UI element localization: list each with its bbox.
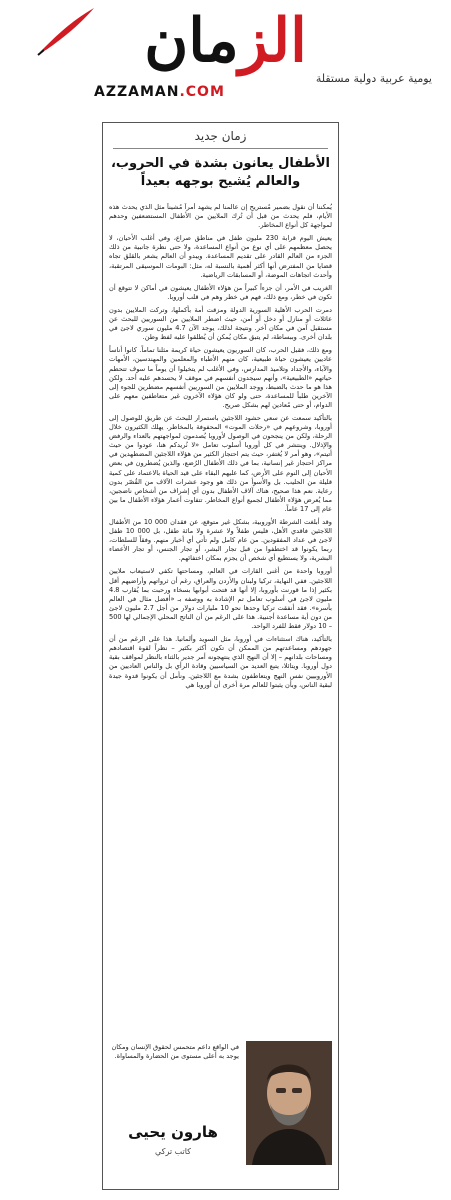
logo-tagline: يومية عربية دولية مستقلة: [315, 72, 432, 85]
article-paragraph: يعيش اليوم قرابة 230 مليون طفل في مناطق صراع، وفي أغلب الأحيان، لا يحصل معظمهم على أي نوع من أنواع المساعدة، ولا حتى نظرة جانبية من ذلك الجزء من العالم القادر على تقديم المساعدة. ويبدو أن العالم يشعر بالقلق تجاه قضايا من المفترض أنها أكثر أهمية بالنسبة له، مثل: البومات الموسيقى المرتقبة، وأحدث اتجاهات الموضة، أو المسابقات الرياضية.: [109, 234, 332, 279]
article-paragraph: دمرت الحرب الأهلية السورية الدولة ومزقت أمة بأكملها، وتركت الملايين بدون عائلات أو منازل أو دخل أو أمن، حيث اضطر الملايين من السوريين للبحث عن مستقبل آمن في مكان آخر. ونتيجة لذلك، يوجد الآن 4.7 مليون سوري لاجئ في بلدان أخرى. وببساطة، لم يتبق مكان يُمكن أن يُطلقوا عليه لفظ وطن.: [109, 305, 332, 342]
article-paragraph: بالتأكيد، هناك استثناءات في أوروبا، مثل السويد وألمانيا. هذا على الرغم من أن جهودهم ومساعدتهم من الممكن أن تكون أكثر بكثير – نظراً لقوة اقتصادهم ومساحات بلدانهم – إلا أن النهج الذي ينتهجونه أمر جدير بالثناء بالنظر لمواقف بقية دول أوروبا. ويتائلا، يتبع العديد من السياسيين وقادة الرأي بل والناس العاديين من الأوروبيين نفس النهج ويتعاطفون بشدة مع اللاجئين. ونأمل أن يكونوا قدوة جيدة لبقية الناس، وبأن يثبتوا للعالم مرة أخرى أن أوروبا هي: [109, 635, 332, 689]
author-photo: [246, 1041, 332, 1165]
article-body: [109, 203, 332, 1039]
section-divider: [113, 148, 328, 149]
article-paragraph: وقد أبلغت الشرطة الأوروبية، بشكل غير متوقع، عن فقدان 000 10 من الأطفال اللاجئين فاقدي الأهل، فليس طفلاً ولا عشرة ولا مائة طفل، بل 000 10 طفل لاجئ في عداد المفقودين. من عام كامل ولم تأتي أي أخبار منهم. وفقاً للسلطات، ربما يكونوا قد اختطفوا من قبل تجار البشر، أو تجار الجنس، أو تجار الأعضاء البشرية، ولا يستطيع أي شخص أن يجزم بمكان اختفائهم.: [109, 518, 332, 563]
logo-latin[interactable]: [94, 84, 225, 100]
logo-part-black: مان: [144, 6, 239, 76]
article-paragraph: ومع ذلك، فقبل الحرب، كان السوريون يعيشون حياة كريمة مثلنا تماماً. كانوا أناساً عاديين يعيشون حياة طبيعية، كان منهم الأطباء والمعلمين والمهندسين، الأمهات والآباء، والأجداد وتلاميذ المدارس، وفي الأغلب لم يتخيلوا أن يوماً ما سوف تتحطم حياتهم «الطبيعية»، وأنهم سيجدون أنفسهم في موقف لا يحسدهم عليه أحد. ولكن هذا هو ما حدث بالضبط، ووجد الملايين من السوريين أنفسهم مضطرين للجوء إلى الآخرين طلباً للمساعدة، حتى ولو كان هؤلاء الآخرون غير متعاطفين معهم على الدوام، أو حتى مُعادين لهم بشكل صريح.: [109, 346, 332, 409]
author-title: كاتب تركي: [155, 1147, 191, 1156]
article-closing: في الواقع داعم متحمس لحقوق الإنسان ومكان يوجد به أعلى مستوى من الحضارة والمساواة.: [111, 1043, 239, 1060]
logo-part-red: الز: [238, 6, 307, 76]
article-paragraph: بالتأكيد سمعت عن سعي حشود اللاجئين باستمرار للبحث عن طريق للوصول إلى أوروبا، وشروعهم في «رحلات الموت» المحفوفة بالمخاطر. يهلك الكثيرون خلال الرحلة، ولكن من ينجحون في الوصول لأوروبا يُصدمون لمواجهتهم بالعداء والرفض والإذلال. وينتشر في كل أوروبا أسلوب تعامل «لا نُريدكم هنا، عودوا من حيث أتيتم»، وهو أمر لا يُغتفر، حيث يتم احتجاز الكثير من هؤلاء اللاجئين المضطهدين في مراكز احتجاز غير إنسانية، بما في ذلك الأطفال الرُضع، والذين يُضطرون في بعض الأحيان إلى النوم على الأرض، كما عليهم البقاء على قيد الحياة بالاعتماد على كمية قليلة من الحليب. بل والأسوأ من ذلك هو وجود عشرات الآلاف من القُصّر بدون رعاية. نعم هذا صحيح، هناك آلاف الأطفال بدون أي إشراف من أشخاص ناضجين، مما يُعرض هؤلاء الأطفال لجميع أنواع المخاطر. تتفاوت أعمار هؤلاء الأطفال ما بين عام إلى 17 عاماً.: [109, 413, 332, 513]
author-name: هارون يحيى: [128, 1123, 218, 1141]
section-label: زمان جديد: [194, 129, 247, 143]
logo-latin-name: AZZAMAN: [94, 84, 180, 100]
logo-latin-suffix: .COM: [179, 84, 225, 100]
masthead: [0, 0, 451, 105]
article-paragraph: يُمكننا أن نقول بضمير مُستريح إن عالمنا لم يشهد أمراً مُشيناً مثل الذي يحدث هذه الأيام، فلم يحدث من قبل أن تُرك الملايين من الأطفال المستضعفين وحدهم لمواجهة كل أنواع المخاطر.: [109, 203, 332, 230]
article-headline: الأطفال يعانون بشدة في الحروب، والعالم يُشيح بوجهه بعيداً: [110, 156, 331, 189]
article-frame: [102, 122, 339, 1190]
article-paragraph: أوروبا واحدة من أغنى القارات في العالم، ومساحتها تكفي لاستيعاب ملايين اللاجئين. ففي النهاية، تركيا ولبنان والأردن والعراق، رغم أن ثرواتهم وأراضيهم أقل بكثير إذا ما قورنت بأوروبا، إلا أنها قد فتحت أبوابها بسخاء ورحبت بما يُقارب 4.8 مليون لاجئ في أسلوب تعامل تم الإشادة به ووصفه بـ «أفضل مثال في العالم بأسره». فقد أنفقت تركيا وحدها نحو 10 مليارات دولار من أجل 2.7 مليون لاجئ من دون أية مساعدة أجنبية. هذا على الرغم من أن الناتج المحلي الإجمالي لها 500 – 10 دولار فقط للفرد الواحد.: [109, 567, 332, 631]
site-logo[interactable]: [0, 8, 451, 74]
article-paragraph: الغريب في الأمر، أن جزءاً كبيراً من هؤلاء الأطفال يعيشون في أماكن لا تتوقع أن تكون في خطر، ومع ذلك، فهم في خطر وهم في قلب أوروبا.: [109, 283, 332, 301]
